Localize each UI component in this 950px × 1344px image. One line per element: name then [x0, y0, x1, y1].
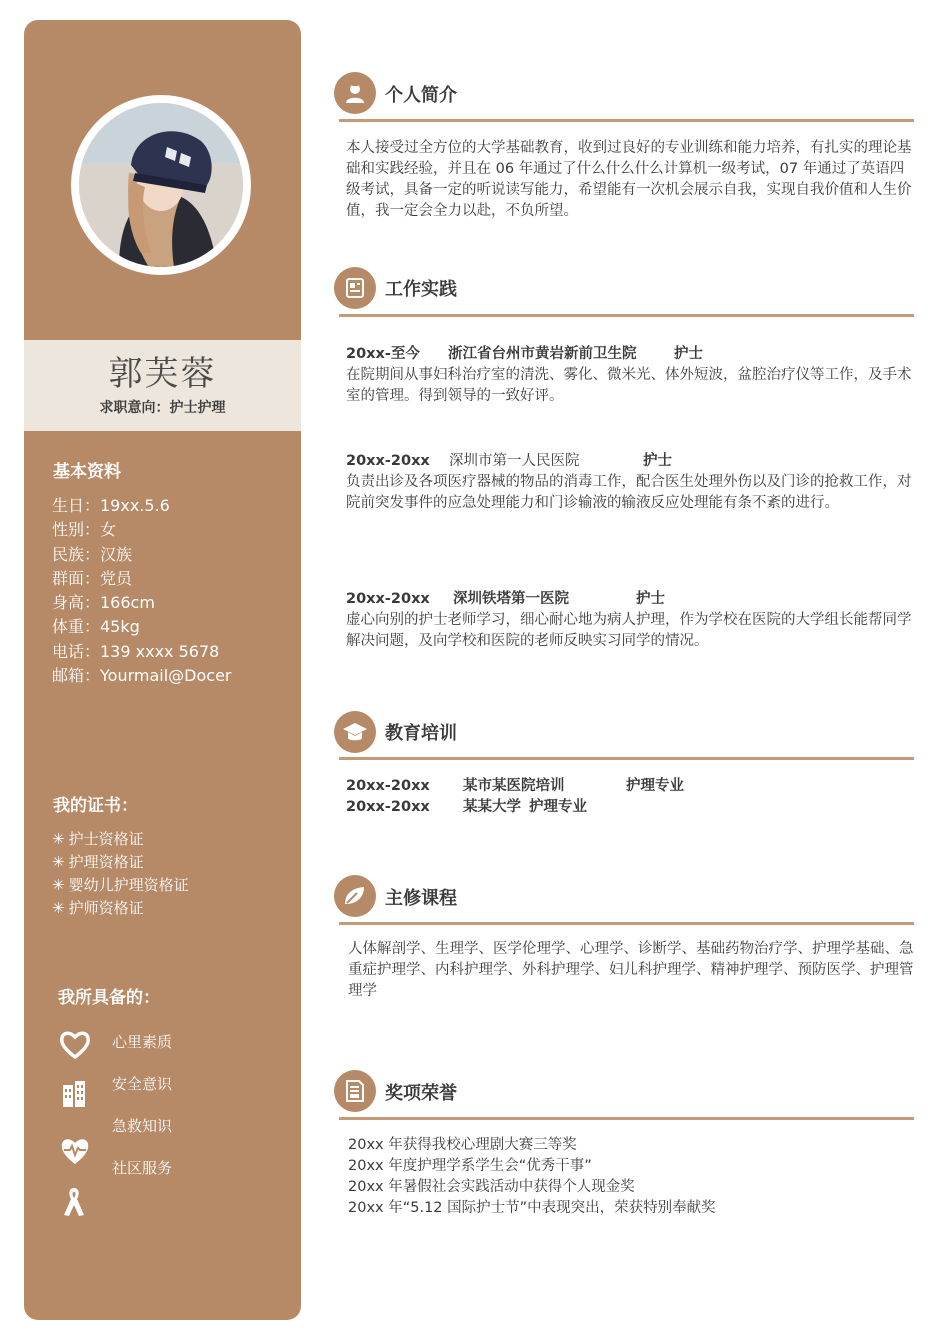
heartbeat-icon [59, 1135, 91, 1171]
section-divider [339, 314, 914, 317]
asterisk-icon: ✳ [52, 899, 65, 917]
info-item: 性别：女 [52, 520, 117, 540]
section-divider [339, 1117, 914, 1120]
ribbon-icon [59, 1185, 89, 1223]
job-intent: 求职意向：护士护理 [99, 400, 226, 416]
cert-item: ✳ 护师资格证 [52, 899, 144, 917]
ability-label: 心里素质 [112, 1033, 173, 1051]
work-title: 工作实践 [385, 279, 457, 300]
info-item: 身高：166cm [52, 593, 155, 613]
education-row: 20xx-20xx 某市某医院培训 护理专业 [346, 778, 684, 794]
award-item: 20xx 年暑假社会实践活动中获得个人现金奖 [348, 1179, 635, 1195]
job-header: 20xx-20xx 深圳铁塔第一医院 护士 [346, 591, 665, 607]
award-item: 20xx 年获得我校心理剧大赛三等奖 [348, 1137, 577, 1153]
courses-title: 主修课程 [385, 888, 457, 909]
asterisk-icon: ✳ [52, 876, 65, 894]
job-description: 负责出诊及各项医疗器械的物品的消毒工作，配合医生处理外伤以及门诊的抢救工作，对院前突发事件的应急处理能力和门诊输液的输液反应处理能有条不紊的进行。 [346, 474, 912, 511]
education-row: 20xx-20xx 某某大学 护理专业 [346, 799, 587, 815]
abilities-title: 我所具备的： [58, 988, 160, 1008]
intro-title: 个人简介 [385, 85, 457, 106]
section-divider [339, 757, 914, 760]
certs-title: 我的证书： [53, 796, 138, 816]
ability-label: 急救知识 [112, 1117, 173, 1135]
job-header: 20xx-至今 浙江省台州市黄岩新前卫生院 护士 [346, 346, 703, 362]
certs-list [52, 828, 189, 920]
info-item: 电话：139 xxxx 5678 [52, 641, 220, 661]
basic-info-list [52, 494, 232, 688]
award-item: 20xx 年度护理学系学生会“优秀干事” [348, 1158, 592, 1174]
education-section-icon [334, 711, 376, 753]
intro-text: 本人接受过全方位的大学基础教育，收到过良好的专业训练和能力培养，有扎实的理论基础和实践经验，并且在 06 年通过了什么什么什么计算机一级考试，07 年通过了英语四级考试，具备一定的听说读写能力，希望能有一次机会展示自我，实现自我价值和人生价值，我一定会全力以赴，不负所望。 [346, 140, 912, 219]
awards-list [348, 1135, 918, 1219]
courses-text: 人体解剖学、生理学、医学伦理学、心理学、诊断学、基础药物治疗学、护理学基础、急重症护理学、内科护理学、外科护理学、妇儿科护理学、精神护理学、预防医学、护理管理学 [348, 941, 914, 999]
sidebar [24, 20, 301, 1320]
profile-section-icon [334, 72, 376, 114]
info-item: 群面：党员 [52, 568, 133, 588]
job-description: 在院期间从事妇科治疗室的清洗、雾化、微米光、体外短波，盆腔治疗仪等工作，及手术室的管理。得到领导的一致好评。 [346, 367, 912, 404]
basic-info-title: 基本资料 [53, 462, 121, 482]
awards-title: 奖项荣誉 [385, 1083, 457, 1104]
info-item: 生日：19xx.5.6 [52, 496, 170, 515]
section-divider [339, 922, 914, 925]
cert-item: ✳ 护理资格证 [52, 853, 144, 871]
info-item: 体重：45kg [52, 617, 140, 637]
ability-label: 安全意识 [112, 1075, 173, 1093]
building-icon [59, 1079, 89, 1113]
education-title: 教育培训 [385, 723, 457, 744]
heart-icon [59, 1030, 91, 1064]
info-item: 民族：汉族 [52, 544, 133, 564]
award-item: 20xx 年“5.12 国际护士节”中表现突出，荣获特别奉献奖 [348, 1200, 716, 1216]
section-divider [339, 119, 914, 122]
asterisk-icon: ✳ [52, 830, 65, 848]
name-band [24, 340, 301, 431]
candidate-name: 郭芙蓉 [108, 354, 217, 394]
work-section-icon [334, 267, 376, 309]
avatar [79, 103, 243, 267]
ability-label: 社区服务 [112, 1159, 173, 1177]
info-item: 邮箱：Yourmail@Docer [52, 666, 232, 686]
asterisk-icon: ✳ [52, 853, 65, 871]
awards-section-icon [334, 1070, 376, 1112]
avatar-frame [71, 95, 251, 275]
courses-section-icon [334, 875, 376, 917]
cert-item: ✳ 婴幼儿护理资格证 [52, 876, 189, 894]
job-description: 虚心向别的护士老师学习，细心耐心地为病人护理，作为学校在医院的大学组长能帮同学解决问题，及向学校和医院的老师反映实习同学的情况。 [346, 612, 912, 649]
job-header: 20xx-20xx 深圳市第一人民医院 护士 [346, 453, 672, 469]
cert-item: ✳ 护士资格证 [52, 830, 144, 848]
